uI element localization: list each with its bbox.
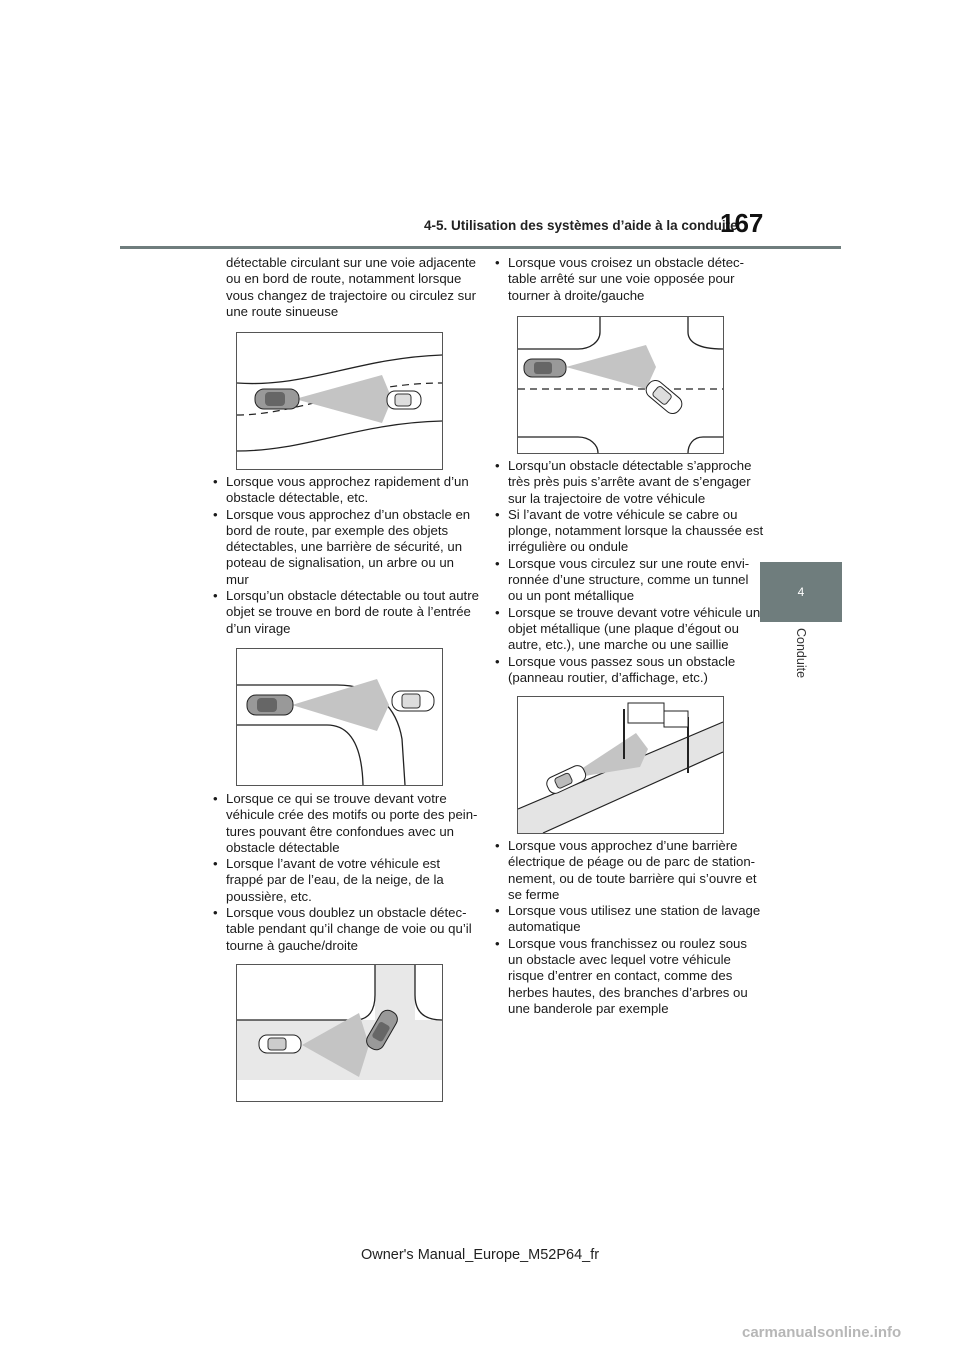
- crossing-vehicle-illustration: [518, 317, 723, 453]
- right-bullets-c: [490, 838, 765, 1017]
- bullet-item: • Lorsque vous approchez d’une barrière électrique de péage ou de parc de station-nement, ou de toute barrière qui s’ouvre et se ferme: [490, 838, 765, 903]
- right-bullets-b: [490, 458, 765, 686]
- own-car-icon: [524, 359, 566, 377]
- bullet-item: • Lorsque vous approchez rapidement d’un obstacle détectable, etc.: [208, 474, 480, 507]
- bullet-item: • Lorsque vous croisez un obstacle détec-table arrêté sur une voie opposée pour tourner à droite/gauche: [490, 255, 765, 304]
- left-intro-block: [208, 255, 480, 320]
- footer-manual-id: Owner's Manual_Europe_M52P64_fr: [360, 1247, 600, 1263]
- bullet-item: • Lorsque vous franchissez ou roulez sous un obstacle avec lequel votre véhicule risque d’entrer en contact, comme des herbes hautes, des branches d’arbres ou une banderole par exemple: [490, 936, 765, 1017]
- detected-car-icon: [387, 391, 421, 409]
- bullet-item: • Lorsqu’un obstacle détectable s’approche très près puis s’arrête avant de s’engager sur la trajectoire de votre véhicule: [490, 458, 765, 507]
- figure-crossing-vehicle: [517, 316, 724, 454]
- intro-paragraph: détectable circulant sur une voie adjacente ou en bord de route, notamment lorsque vous changez de trajectoire ou circulez sur une route sinueuse: [226, 255, 476, 319]
- chapter-number: 4: [797, 585, 805, 599]
- overhead-sign-illustration: [518, 697, 723, 833]
- bullet-item: • Lorsque vous doublez un obstacle détec-table pendant qu’il change de voie ou qu’il tourne à gauche/droite: [208, 905, 480, 954]
- right-bullets-a: [490, 255, 765, 304]
- winding-road-illustration: [237, 333, 442, 469]
- chapter-tab: [760, 562, 842, 622]
- figure-winding-road: [236, 332, 443, 470]
- bullet-item: • Lorsque se trouve devant votre véhicule un objet métallique (une plaque d’égout ou autre, etc.), une marche ou une saillie: [490, 605, 765, 654]
- bullet-item: • Lorsque ce qui se trouve devant votre véhicule crée des motifs ou porte des pein-tures pouvant être confondues avec un obstacle détectable: [208, 791, 480, 856]
- left-bullets-b: [208, 791, 480, 954]
- section-title: 4-5. Utilisation des systèmes d’aide à la conduite: [424, 218, 738, 233]
- turning-obstacle-illustration: [237, 965, 442, 1101]
- figure-curve-entrance: [236, 648, 443, 786]
- curve-entrance-illustration: [237, 649, 442, 785]
- own-car-icon: [247, 695, 293, 715]
- figure-turning-obstacle: [236, 964, 443, 1102]
- figure-overhead-sign: [517, 696, 724, 834]
- bullet-item: • Lorsque vous passez sous un obstacle (panneau routier, d’affichage, etc.): [490, 654, 765, 687]
- bullet-item: • Lorsque vous utilisez une station de lavage automatique: [490, 903, 765, 936]
- watermark: carmanualsonline.info: [742, 1324, 902, 1341]
- bullet-item: • Si l’avant de votre véhicule se cabre ou plonge, notamment lorsque la chaussée est irrégulière ou ondule: [490, 507, 765, 556]
- chapter-title: Conduite: [794, 628, 808, 679]
- own-car-icon: [255, 389, 299, 409]
- stopped-car-icon: [643, 377, 685, 417]
- left-bullets-a: [208, 474, 480, 637]
- bullet-item: • Lorsque vous circulez sur une route envi-ronnée d’une structure, comme un tunnel ou un pont métallique: [490, 556, 765, 605]
- header-divider: [120, 246, 841, 249]
- detected-car-icon: [392, 691, 434, 711]
- bullet-item: • Lorsqu’un obstacle détectable ou tout autre objet se trouve en bord de route à l’entrée d’un virage: [208, 588, 480, 637]
- bullet-item: • Lorsque l’avant de votre véhicule est frappé par de l’eau, de la neige, de la poussière, etc.: [208, 856, 480, 905]
- bullet-item: • Lorsque vous approchez d’un obstacle en bord de route, par exemple des objets détectables, une barrière de sécurité, un poteau de signalisation, un arbre ou un mur: [208, 507, 480, 588]
- page-number: 167: [720, 208, 764, 238]
- own-car-icon: [259, 1035, 301, 1053]
